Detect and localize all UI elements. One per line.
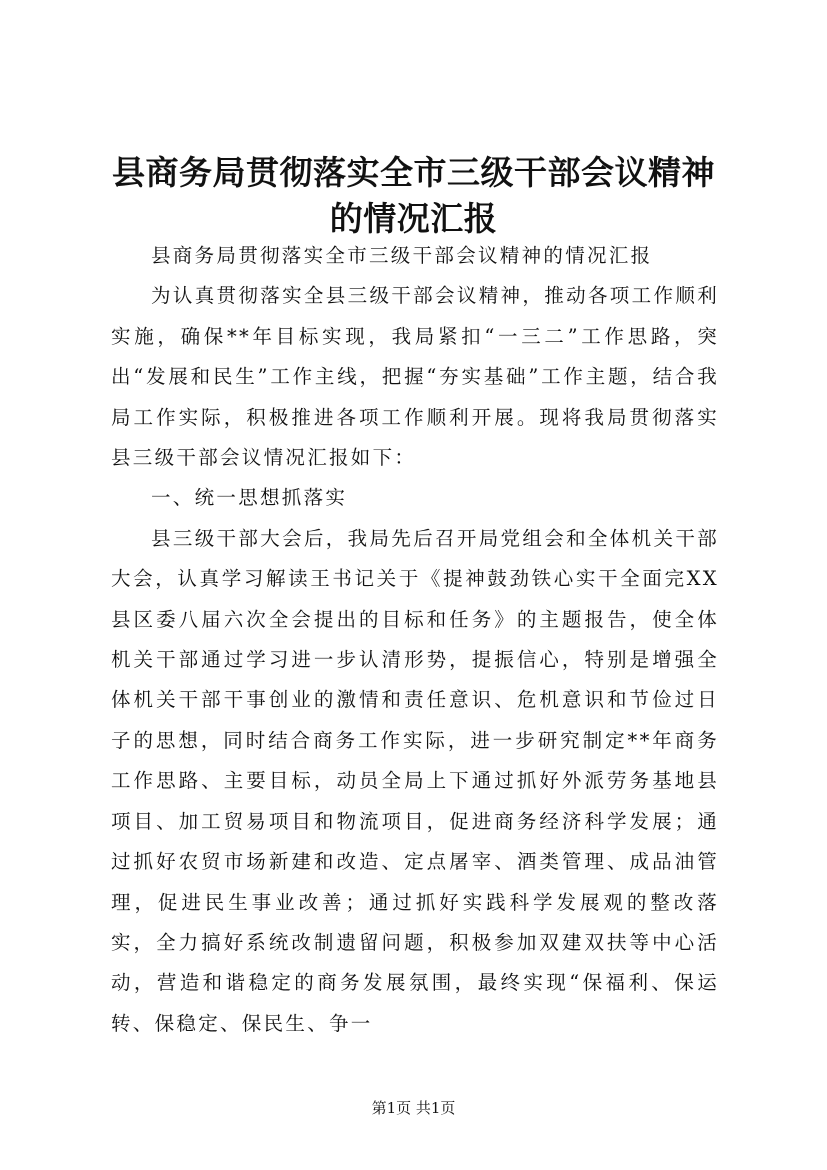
paragraph-subtitle: 县商务局贯彻落实全市三级干部会议精神的情况汇报 xyxy=(151,244,653,267)
paragraph-section-1: 县三级干部大会后，我局先后召开局党组会和全体机关干部大会，认真学习解读王书记关于《提神鼓劲铁心实干全面完XX县区委八届六次全会提出的目标和任务》的主题报告，使全体机关干部通过学习进一步认清形势，提振信心，特别是增强全体机关干部干事创业的激情和责任意识、危机意识和节俭过日子的思想，同时结合商务工作实际，进一步研究制定**年商务工作思路、主要目标，动员全局上下通过抓好外派劳务基地县项目、加工贸易项目和物流项目，促进商务经济科学发展；通过抓好农贸市场新建和改造、定点屠宰、酒类管理、成品油管理，促进民生事业改善；通过抓好实践科学发展观的整改落实，全力搞好系统改制遗留问题，积极参加双建双扶等中心活动，营造和谐稳定的商务发展氛围，最终实现“保福利、保运转、保稳定、保民生、争一 xyxy=(111,526,719,1035)
paragraph-intro: 为认真贯彻落实全县三级干部会议精神，推动各项工作顺利实施，确保**年目标实现，我局紧扣“一三二”工作思路，突出“发展和民生”工作主线，把握“夯实基础”工作主题，结合我局工作实际，积极推进各项工作顺利开展。现将我局贯彻落实县三级干部会议情况汇报如下： xyxy=(111,284,719,470)
section-heading: 一、统一思想抓落实 xyxy=(151,486,348,510)
document-title: 县商务局贯彻落实全市三级干部会议精神的情况汇报 xyxy=(112,153,715,238)
document-body xyxy=(111,236,719,1044)
page-number: 第1页 共1页 xyxy=(371,1099,456,1117)
